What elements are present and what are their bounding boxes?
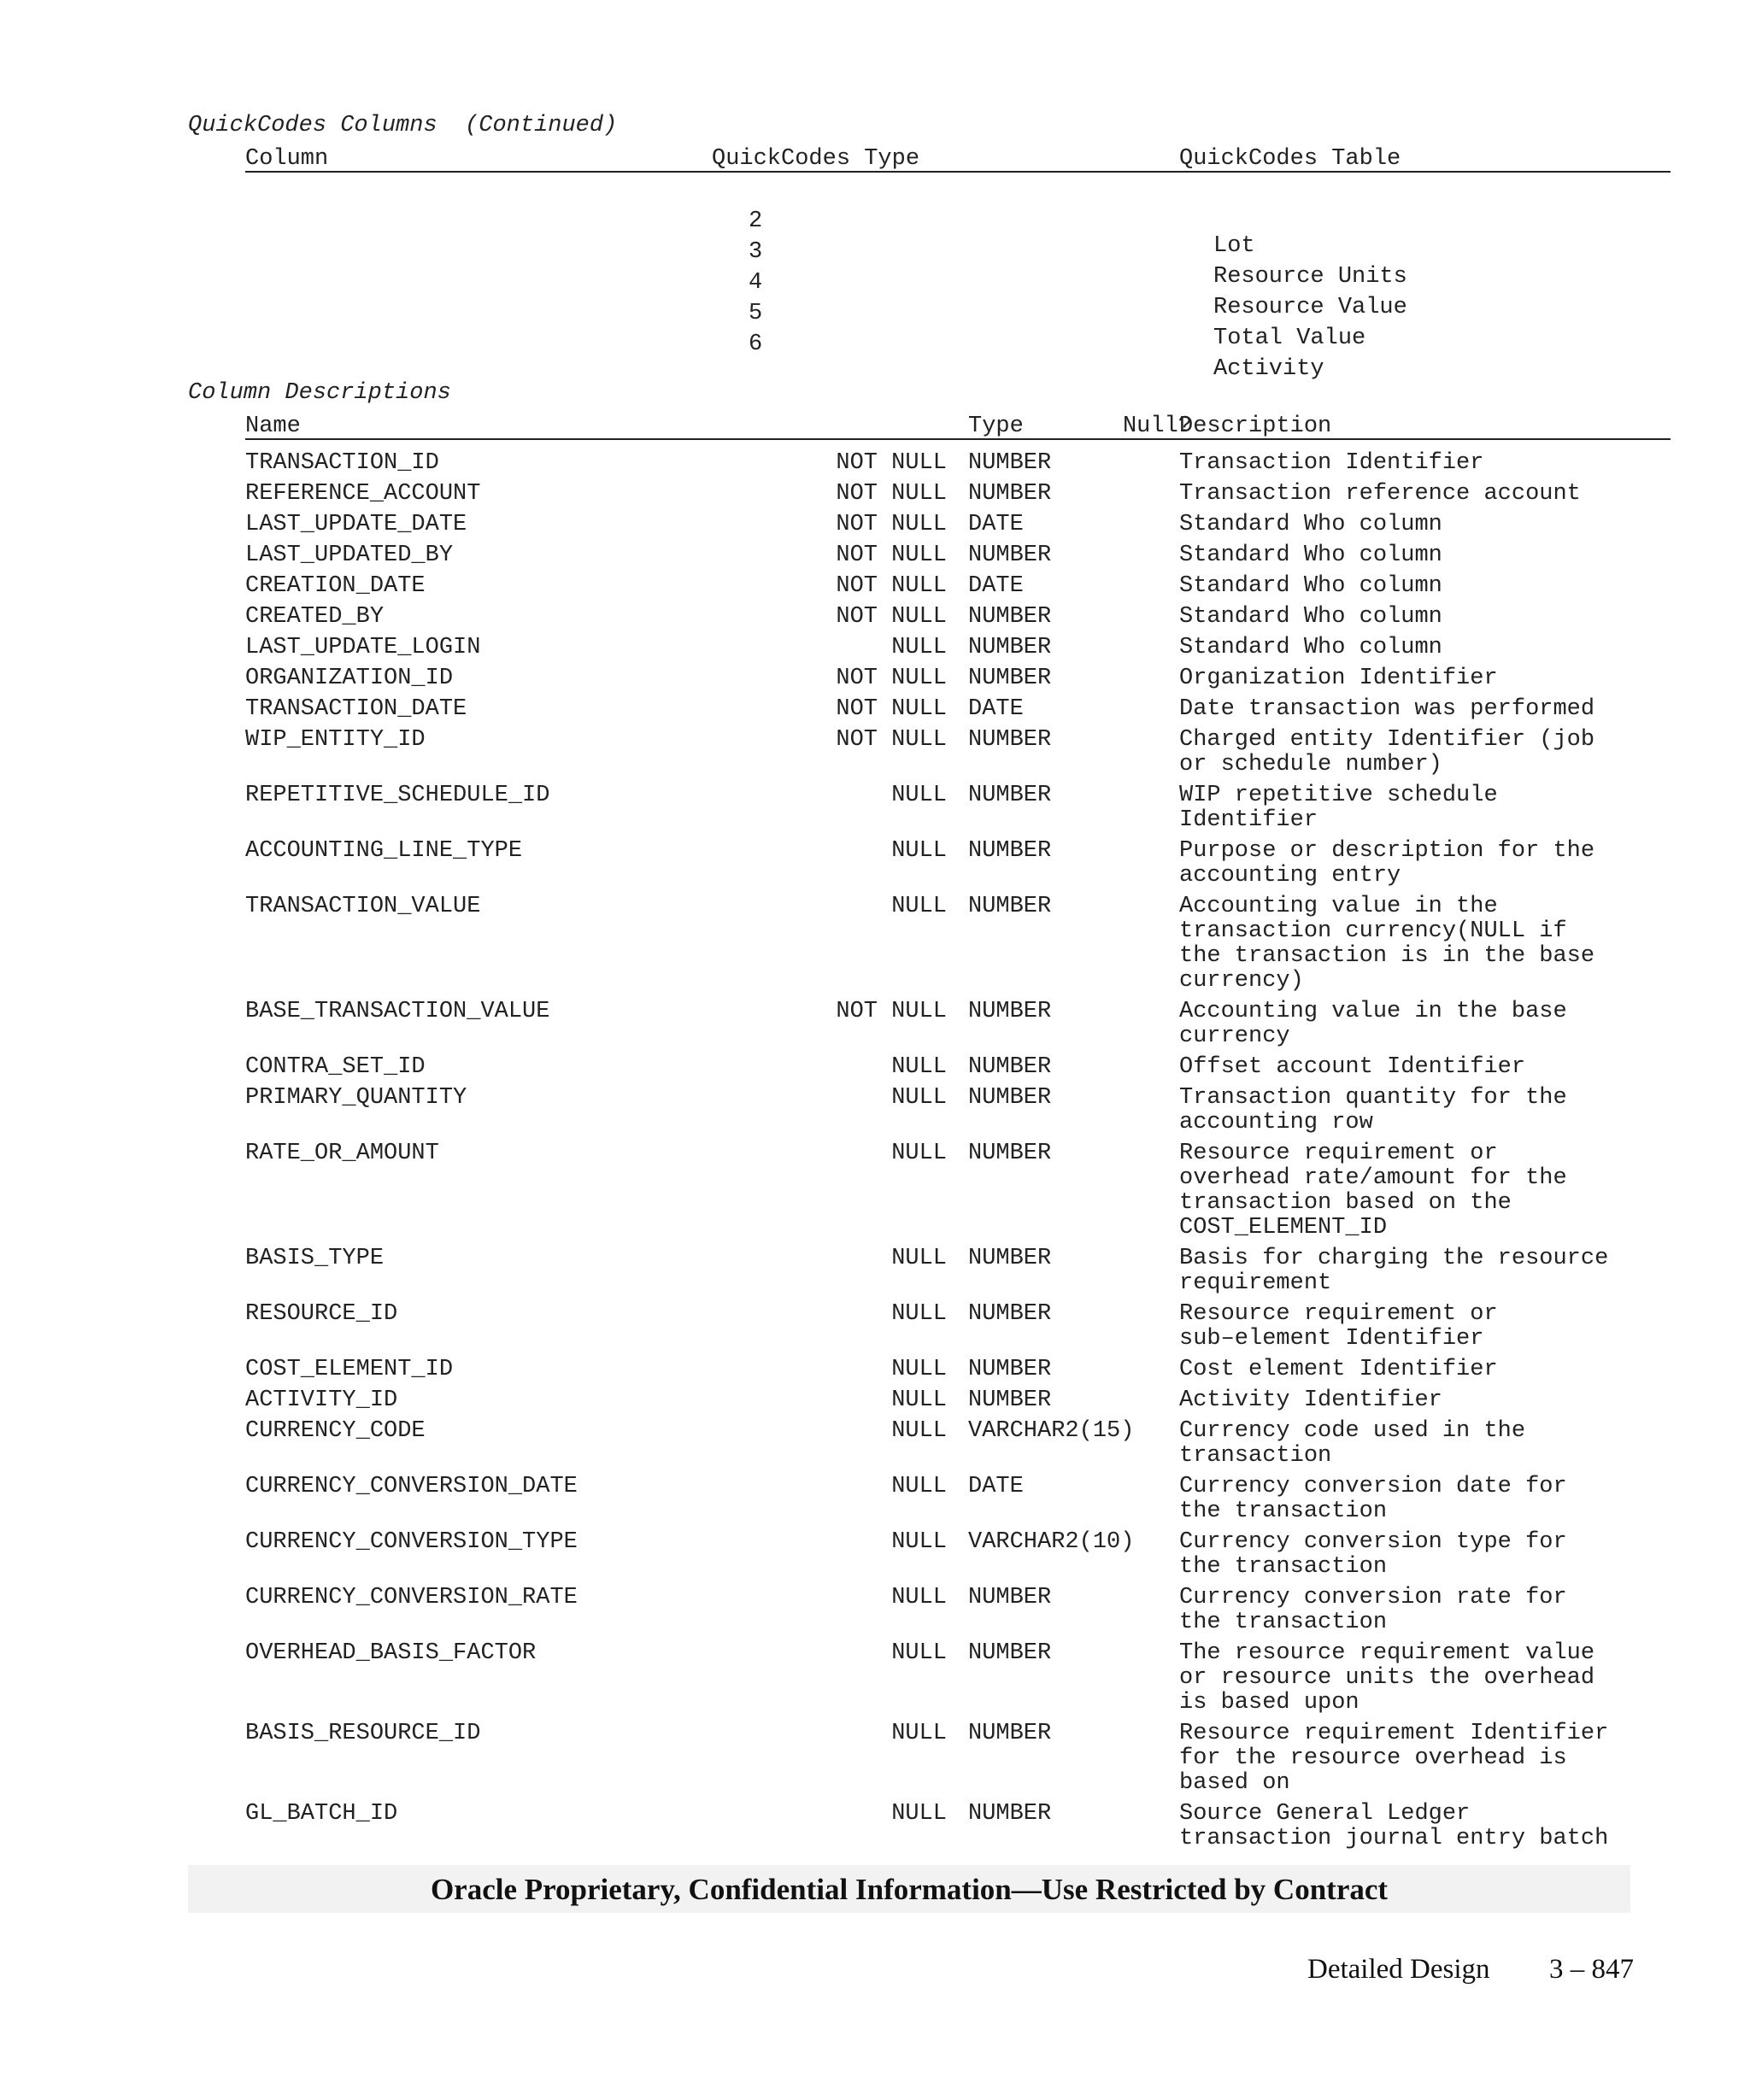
type-cell: NUMBER (968, 1801, 1052, 1827)
description-cell: Transaction quantity for the accounting row (1179, 1085, 1567, 1135)
description-cell: Standard Who column (1179, 512, 1442, 537)
description-cell: Currency conversion type for the transaction (1179, 1529, 1567, 1580)
table-row (0, 697, 1750, 722)
column-name-cell: PRIMARY_QUANTITY (245, 1085, 467, 1111)
null-cell: NOT NULL (836, 999, 947, 1024)
null-cell: NULL (891, 1721, 947, 1746)
null-cell: NOT NULL (836, 481, 947, 507)
type-cell: NUMBER (968, 604, 1052, 630)
description-cell: Organization Identifier (1179, 666, 1498, 691)
table-row (0, 783, 1750, 833)
column-name-cell: TRANSACTION_ID (245, 450, 439, 476)
table-row (0, 1141, 1750, 1241)
description-cell: Cost element Identifier (1179, 1357, 1498, 1382)
column-name-cell: LAST_UPDATE_DATE (245, 512, 467, 537)
table-row (0, 574, 1750, 599)
type-cell: VARCHAR2(15) (968, 1418, 1135, 1444)
quickcodes-type-cell: 5 (749, 301, 763, 326)
column-name-cell: LAST_UPDATED_BY (245, 543, 454, 568)
type-cell: NUMBER (968, 1054, 1052, 1080)
null-cell: NULL (891, 1387, 947, 1413)
null-cell: NOT NULL (836, 696, 947, 722)
description-cell: Currency conversion date for the transaction (1179, 1474, 1567, 1524)
table-row (0, 513, 1750, 537)
table-row (0, 839, 1750, 889)
table-row (0, 636, 1750, 660)
confidential-notice: Oracle Proprietary, Confidential Information––Use Restricted by Contract (430, 1873, 1389, 1906)
description-cell: Resource requirement or overhead rate/amount for the transaction based on the COST_ELEMENT_ID (1179, 1141, 1567, 1241)
column-name-cell: TRANSACTION_VALUE (245, 894, 481, 919)
column-name-cell: CURRENCY_CONVERSION_RATE (245, 1585, 578, 1610)
column-name-cell: CONTRA_SET_ID (245, 1054, 426, 1080)
confidential-banner (188, 1865, 1630, 1913)
null-cell: NOT NULL (836, 512, 947, 537)
column-descriptions-header-rule (245, 438, 1671, 440)
null-cell: NULL (891, 1085, 947, 1111)
quickcodes-table-cell: Activity (1213, 356, 1324, 382)
null-cell: NULL (891, 1474, 947, 1499)
description-cell: Purpose or description for the accounting entry (1179, 838, 1595, 889)
type-cell: NUMBER (968, 1141, 1052, 1166)
null-cell: NULL (891, 635, 947, 660)
quickcodes-type-cell: 6 (749, 331, 763, 357)
table-row (0, 215, 1750, 290)
table-row (0, 1358, 1750, 1382)
null-cell: NULL (891, 1357, 947, 1382)
description-cell: Accounting value in the base currency (1179, 999, 1567, 1049)
quickcodes-table-cell: Total Value (1213, 326, 1366, 351)
quickcodes-header-table: QuickCodes Table (1179, 146, 1401, 172)
column-name-cell: BASIS_RESOURCE_ID (245, 1721, 481, 1746)
column-name-cell: RATE_OR_AMOUNT (245, 1141, 439, 1166)
column-name-cell: COST_ELEMENT_ID (245, 1357, 454, 1382)
quickcodes-type-cell: 3 (749, 239, 763, 265)
null-cell: NULL (891, 1585, 947, 1610)
description-cell: Standard Who column (1179, 573, 1442, 599)
type-cell: NUMBER (968, 727, 1052, 753)
column-name-cell: REPETITIVE_SCHEDULE_ID (245, 783, 550, 808)
header-description: Description (1179, 414, 1332, 439)
column-name-cell: ACCOUNTING_LINE_TYPE (245, 838, 523, 864)
type-cell: NUMBER (968, 1246, 1052, 1271)
column-name-cell: ACTIVITY_ID (245, 1387, 398, 1413)
description-cell: The resource requirement value or resource units the overhead is based upon (1179, 1640, 1595, 1716)
column-descriptions-heading: Column Descriptions (188, 380, 451, 406)
null-cell: NULL (891, 1054, 947, 1080)
description-cell: Basis for charging the resource requirement (1179, 1246, 1609, 1296)
header-null: Null? (1122, 414, 1192, 439)
table-row (0, 1388, 1750, 1413)
page-number: 3 – 847 (1549, 1954, 1634, 1985)
description-cell: Currency conversion rate for the transaction (1179, 1585, 1567, 1635)
null-cell: NOT NULL (836, 727, 947, 753)
description-cell: Activity Identifier (1179, 1387, 1442, 1413)
description-cell: Transaction Identifier (1179, 450, 1484, 476)
null-cell: NULL (891, 1301, 947, 1327)
type-cell: NUMBER (968, 1387, 1052, 1413)
type-cell: NUMBER (968, 666, 1052, 691)
type-cell: DATE (968, 1474, 1024, 1499)
column-name-cell: BASIS_TYPE (245, 1246, 385, 1271)
table-row (0, 895, 1750, 994)
description-cell: Source General Ledger transaction journal entry batch (1179, 1801, 1609, 1851)
quickcodes-header-type: QuickCodes Type (712, 146, 920, 172)
table-row (0, 451, 1750, 476)
description-cell: Standard Who column (1179, 543, 1442, 568)
description-cell: Standard Who column (1179, 635, 1442, 660)
description-cell: Accounting value in the transaction currency(NULL if the transaction is in the base currency) (1179, 894, 1595, 994)
column-name-cell: CREATED_BY (245, 604, 385, 630)
type-cell: NUMBER (968, 1721, 1052, 1746)
type-cell: NUMBER (968, 1085, 1052, 1111)
type-cell: DATE (968, 512, 1024, 537)
type-cell: NUMBER (968, 894, 1052, 919)
type-cell: NUMBER (968, 1357, 1052, 1382)
description-cell: Date transaction was performed (1179, 696, 1595, 722)
column-name-cell: TRANSACTION_DATE (245, 696, 467, 722)
null-cell: NULL (891, 1801, 947, 1827)
column-name-cell: CURRENCY_CONVERSION_DATE (245, 1474, 578, 1499)
description-cell: Charged entity Identifier (job or schedule number) (1179, 727, 1595, 777)
null-cell: NULL (891, 1640, 947, 1666)
table-row (0, 605, 1750, 630)
column-name-cell: CURRENCY_CODE (245, 1418, 426, 1444)
description-cell: Offset account Identifier (1179, 1054, 1526, 1080)
column-name-cell: CREATION_DATE (245, 573, 426, 599)
table-row (0, 1302, 1750, 1352)
description-cell: Currency code used in the transaction (1179, 1418, 1526, 1469)
null-cell: NULL (891, 894, 947, 919)
quickcodes-table-cell: Resource Units (1213, 264, 1407, 290)
table-row (0, 1055, 1750, 1080)
column-name-cell: CURRENCY_CONVERSION_TYPE (245, 1529, 578, 1555)
table-row (0, 1530, 1750, 1580)
table-row (0, 543, 1750, 568)
null-cell: NULL (891, 783, 947, 808)
table-row (0, 666, 1750, 691)
column-name-cell: REFERENCE_ACCOUNT (245, 481, 481, 507)
column-name-cell: RESOURCE_ID (245, 1301, 398, 1327)
table-row (0, 1086, 1750, 1135)
description-cell: Transaction reference account (1179, 481, 1581, 507)
null-cell: NULL (891, 1418, 947, 1444)
description-cell: Resource requirement or sub–element Identifier (1179, 1301, 1498, 1352)
description-cell: Resource requirement Identifier for the resource overhead is based on (1179, 1721, 1609, 1796)
quickcodes-type-cell: 2 (749, 208, 763, 234)
type-cell: DATE (968, 573, 1024, 599)
null-cell: NULL (891, 838, 947, 864)
column-name-cell: GL_BATCH_ID (245, 1801, 398, 1827)
table-row (0, 728, 1750, 777)
type-cell: NUMBER (968, 635, 1052, 660)
quickcodes-heading: QuickCodes Columns (Continued) (188, 113, 618, 138)
footer-section-title: Detailed Design (1307, 1954, 1490, 1985)
description-cell: Standard Who column (1179, 604, 1442, 630)
null-cell: NOT NULL (836, 666, 947, 691)
quickcodes-header-rule (245, 171, 1671, 173)
null-cell: NULL (891, 1246, 947, 1271)
null-cell: NOT NULL (836, 604, 947, 630)
type-cell: DATE (968, 696, 1024, 722)
type-cell: NUMBER (968, 783, 1052, 808)
table-row (0, 246, 1750, 320)
type-cell: NUMBER (968, 450, 1052, 476)
table-row (0, 1722, 1750, 1796)
column-name-cell: ORGANIZATION_ID (245, 666, 454, 691)
null-cell: NOT NULL (836, 543, 947, 568)
table-row (0, 1641, 1750, 1716)
column-name-cell: WIP_ENTITY_ID (245, 727, 426, 753)
quickcodes-header-column: Column (245, 146, 329, 172)
table-row (0, 1475, 1750, 1524)
type-cell: NUMBER (968, 1640, 1052, 1666)
type-cell: NUMBER (968, 999, 1052, 1024)
quickcodes-table-cell: Resource Value (1213, 295, 1407, 320)
table-row (0, 1000, 1750, 1049)
column-name-cell: OVERHEAD_BASIS_FACTOR (245, 1640, 537, 1666)
table-row (0, 1802, 1750, 1851)
table-row (0, 1247, 1750, 1296)
quickcodes-table-cell: Lot (1213, 233, 1255, 259)
header-name: Name (245, 414, 301, 439)
table-row (0, 1419, 1750, 1469)
type-cell: NUMBER (968, 1585, 1052, 1610)
table-row (0, 482, 1750, 507)
table-row (0, 277, 1750, 351)
column-name-cell: BASE_TRANSACTION_VALUE (245, 999, 550, 1024)
type-cell: VARCHAR2(10) (968, 1529, 1135, 1555)
header-type: Type (968, 414, 1024, 439)
type-cell: NUMBER (968, 838, 1052, 864)
type-cell: NUMBER (968, 481, 1052, 507)
table-row (0, 1586, 1750, 1635)
null-cell: NOT NULL (836, 450, 947, 476)
null-cell: NULL (891, 1529, 947, 1555)
table-row (0, 185, 1750, 259)
type-cell: NUMBER (968, 543, 1052, 568)
type-cell: NUMBER (968, 1301, 1052, 1327)
null-cell: NULL (891, 1141, 947, 1166)
null-cell: NOT NULL (836, 573, 947, 599)
description-cell: WIP repetitive schedule Identifier (1179, 783, 1498, 833)
quickcodes-type-cell: 4 (749, 270, 763, 296)
column-name-cell: LAST_UPDATE_LOGIN (245, 635, 481, 660)
